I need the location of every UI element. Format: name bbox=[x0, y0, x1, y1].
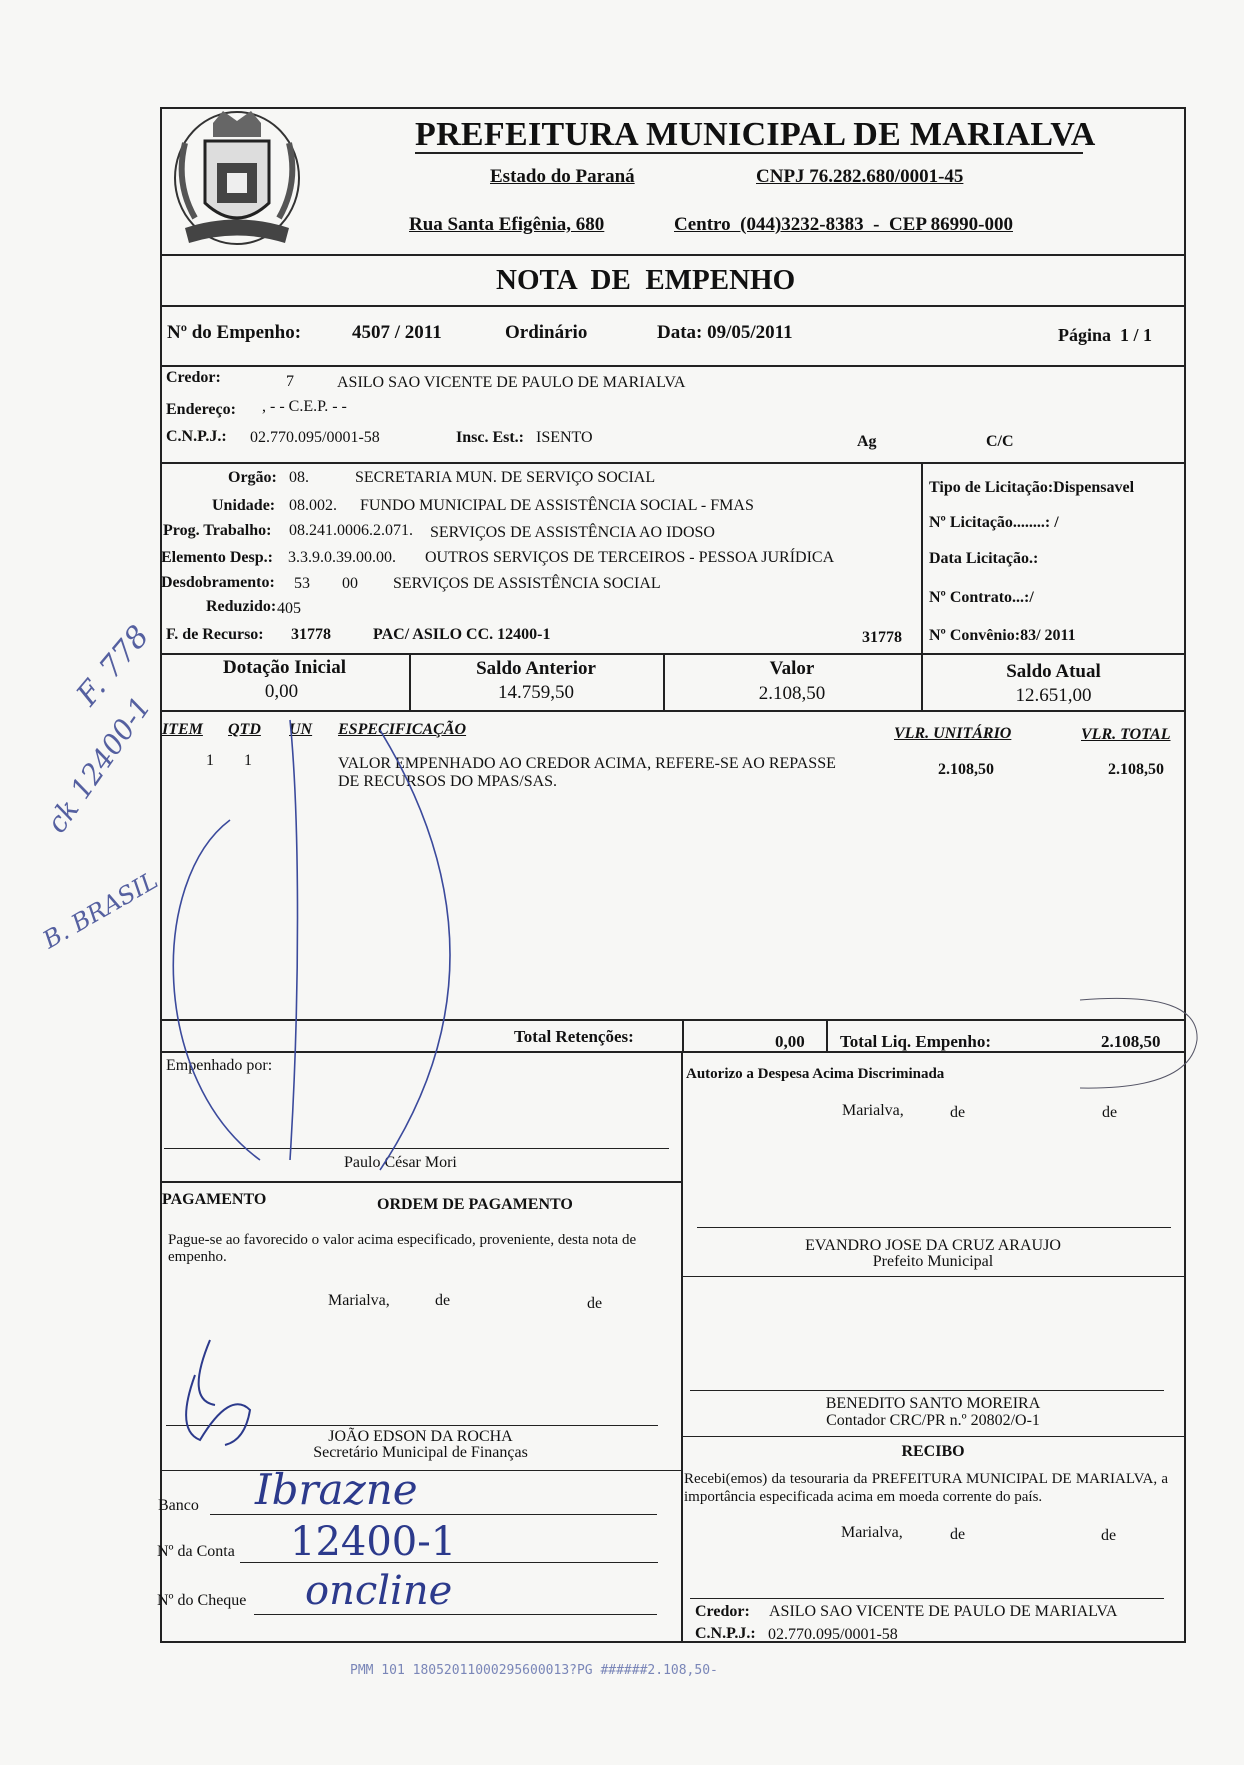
contact-label: Centro (044)3232-8383 - CEP 86990-000 bbox=[674, 214, 1013, 235]
unidade-name: FUNDO MUNICIPAL DE ASSISTÊNCIA SOCIAL - FMAS bbox=[360, 497, 754, 514]
recibo-de-2: de bbox=[1101, 1527, 1117, 1544]
num-convenio: Nº Convênio:83/ 2011 bbox=[929, 627, 1076, 644]
secretario-role: Secretário Municipal de Finanças bbox=[313, 1444, 528, 1461]
item-number: 1 bbox=[206, 752, 214, 769]
valor-value: 2.108,50 bbox=[758, 683, 826, 704]
recurso-code-2: 31778 bbox=[862, 629, 902, 646]
autorizo-de-2: de bbox=[1102, 1104, 1118, 1121]
unidade-code: 08.002. bbox=[289, 497, 337, 514]
retencoes-label: Total Retenções: bbox=[514, 1027, 634, 1046]
banco-handwritten: Ibrazne bbox=[255, 1465, 418, 1514]
item-qtd: 1 bbox=[244, 752, 252, 769]
recibo-place: Marialva, bbox=[841, 1524, 903, 1541]
state-label: Estado do Paraná bbox=[490, 166, 635, 187]
item-vlr-unitario: 2.108,50 bbox=[938, 761, 994, 778]
reduzido-label: Reduzido: bbox=[206, 598, 277, 615]
cnpj-header: CNPJ 76.282.680/0001-45 bbox=[756, 166, 964, 187]
margin-note-1: F. 778 bbox=[70, 619, 157, 713]
orgao-label: Orgão: bbox=[228, 469, 277, 486]
cc-label: C/C bbox=[986, 433, 1014, 450]
credor-label: Credor: bbox=[166, 369, 221, 386]
recibo-cnpj: 02.770.095/0001-58 bbox=[768, 1626, 898, 1643]
pagamento-de-1: de bbox=[435, 1292, 451, 1309]
empenho-type: Ordinário bbox=[505, 322, 588, 343]
col-vlr-total: VLR. TOTAL bbox=[1081, 726, 1171, 743]
prog-code: 08.241.0006.2.071. bbox=[289, 522, 413, 539]
num-licitacao: Nº Licitação........: / bbox=[929, 514, 1059, 531]
footer-code: PMM 101 18052011000295600013?PG ######2.108,50- bbox=[350, 1663, 718, 1678]
tipo-licitacao: Tipo de Licitação:Dispensavel bbox=[929, 479, 1135, 496]
item-vlr-total: 2.108,50 bbox=[1108, 761, 1164, 778]
recibo-de-1: de bbox=[950, 1526, 966, 1543]
elemento-name: OUTROS SERVIÇOS DE TERCEIROS - PESSOA JURÍDICA bbox=[425, 549, 835, 566]
banco-label: Banco bbox=[158, 1497, 199, 1514]
recibo-title: RECIBO bbox=[901, 1443, 965, 1460]
saldo-atual-value: 12.651,00 bbox=[1015, 685, 1092, 706]
dotacao-value: 0,00 bbox=[264, 681, 299, 702]
doc-title: NOTA DE EMPENHO bbox=[496, 264, 796, 296]
recurso-code: 31778 bbox=[291, 626, 331, 643]
pagamento-de-2: de bbox=[587, 1295, 603, 1312]
orgao-code: 08. bbox=[289, 469, 309, 486]
recibo-credor-label: Credor: bbox=[695, 1603, 750, 1620]
empenhado-name: Paulo César Mori bbox=[344, 1154, 457, 1171]
recurso-name: PAC/ ASILO CC. 12400-1 bbox=[373, 626, 551, 643]
address-field-label: Endereço: bbox=[166, 401, 236, 418]
pagamento-place: Marialva, bbox=[328, 1292, 390, 1309]
desdobramento-code: 53 bbox=[294, 575, 310, 592]
contador-name: BENEDITO SANTO MOREIRA bbox=[825, 1395, 1041, 1412]
contador-role: Contador CRC/PR n.º 20802/O-1 bbox=[826, 1412, 1040, 1429]
orgao-name: SECRETARIA MUN. DE SERVIÇO SOCIAL bbox=[355, 469, 656, 486]
credor-cnpj: 02.770.095/0001-58 bbox=[250, 429, 380, 446]
unidade-label: Unidade: bbox=[212, 497, 276, 514]
credor-address: , - - C.E.P. - - bbox=[262, 398, 347, 415]
col-especificacao: ESPECIFICAÇÃO bbox=[338, 721, 467, 738]
insc-value: ISENTO bbox=[536, 429, 593, 446]
empenho-date: Data: 09/05/2011 bbox=[657, 322, 793, 343]
saldo-anterior-label: Saldo Anterior bbox=[476, 658, 596, 679]
elemento-label: Elemento Desp.: bbox=[161, 549, 273, 566]
saldo-atual-label: Saldo Atual bbox=[1006, 661, 1101, 682]
margin-note-3: B. BRASIL bbox=[38, 866, 163, 955]
reduzido-value: 405 bbox=[277, 600, 301, 617]
secretario-name: JOÃO EDSON DA ROCHA bbox=[328, 1428, 513, 1445]
autorizo-de-1: de bbox=[950, 1104, 966, 1121]
saldo-anterior-value: 14.759,50 bbox=[498, 682, 574, 703]
recurso-label: F. de Recurso: bbox=[166, 626, 264, 643]
page-number: Página 1 / 1 bbox=[1058, 325, 1153, 345]
dotacao-label: Dotação Inicial bbox=[223, 657, 346, 678]
col-un: UN bbox=[289, 721, 313, 738]
recibo-text: Recebi(emos) da tesouraria da PREFEITURA MUNICIPAL DE MARIALVA, a importância especificada acima em moeda corrente do país. bbox=[684, 1471, 1168, 1505]
retencoes-value: 0,00 bbox=[775, 1032, 805, 1051]
cheque-label: Nº do Cheque bbox=[157, 1592, 247, 1609]
empenhado-label: Empenhado por: bbox=[166, 1057, 273, 1074]
prefeito-role: Prefeito Municipal bbox=[872, 1253, 994, 1270]
empenho-label: Nº do Empenho: bbox=[167, 322, 302, 343]
recibo-cnpj-label: C.N.P.J.: bbox=[695, 1625, 756, 1642]
prefeito-name: EVANDRO JOSE DA CRUZ ARAUJO bbox=[805, 1237, 1061, 1254]
cnpj-field-label: C.N.P.J.: bbox=[166, 428, 227, 445]
pagamento-label: PAGAMENTO bbox=[162, 1191, 267, 1208]
prog-name: SERVIÇOS DE ASSISTÊNCIA AO IDOSO bbox=[430, 524, 715, 541]
conta-handwritten: 12400-1 bbox=[290, 1519, 457, 1565]
desdobramento-sub: 00 bbox=[342, 575, 358, 592]
recibo-credor-name: ASILO SAO VICENTE DE PAULO DE MARIALVA bbox=[769, 1603, 1118, 1620]
insc-label: Insc. Est.: bbox=[456, 429, 525, 446]
num-contrato: Nº Contrato...:/ bbox=[929, 589, 1034, 606]
pagamento-text: Pague-se ao favorecido o valor acima especificado, proveniente, desta nota de empenho. bbox=[168, 1232, 637, 1265]
col-item: ITEM bbox=[162, 721, 203, 738]
desdobramento-label: Desdobramento: bbox=[161, 574, 275, 591]
empenho-number: 4507 / 2011 bbox=[352, 322, 442, 343]
ordem-pagamento-label: ORDEM DE PAGAMENTO bbox=[377, 1196, 573, 1213]
cheque-handwritten: oncline bbox=[305, 1568, 453, 1614]
col-vlr-unitario: VLR. UNITÁRIO bbox=[894, 725, 1012, 742]
municipality-title: PREFEITURA MUNICIPAL DE MARIALVA bbox=[415, 116, 1096, 153]
credor-code: 7 bbox=[286, 373, 294, 390]
col-qtd: QTD bbox=[228, 721, 261, 738]
margin-note-2: ck 12400-1 bbox=[40, 690, 158, 839]
liq-empenho-label: Total Liq. Empenho: bbox=[840, 1032, 991, 1051]
conta-label: Nº da Conta bbox=[157, 1543, 235, 1560]
autorizo-label: Autorizo a Despesa Acima Discriminada bbox=[686, 1066, 945, 1082]
data-licitacao: Data Licitação.: bbox=[929, 550, 1039, 567]
item-spec-line1: VALOR EMPENHADO AO CREDOR ACIMA, REFERE-SE AO REPASSE bbox=[338, 755, 836, 772]
desdobramento-name: SERVIÇOS DE ASSISTÊNCIA SOCIAL bbox=[393, 575, 661, 592]
autorizo-place: Marialva, bbox=[842, 1102, 904, 1119]
valor-label: Valor bbox=[769, 658, 815, 679]
liq-empenho-value: 2.108,50 bbox=[1101, 1032, 1161, 1051]
elemento-code: 3.3.9.0.39.00.00. bbox=[288, 549, 396, 566]
item-spec-line2: DE RECURSOS DO MPAS/SAS. bbox=[338, 773, 558, 790]
ag-label: Ag bbox=[857, 433, 877, 450]
prog-label: Prog. Trabalho: bbox=[163, 522, 272, 539]
credor-name: ASILO SAO VICENTE DE PAULO DE MARIALVA bbox=[337, 374, 686, 391]
address-label: Rua Santa Efigênia, 680 bbox=[409, 214, 605, 235]
